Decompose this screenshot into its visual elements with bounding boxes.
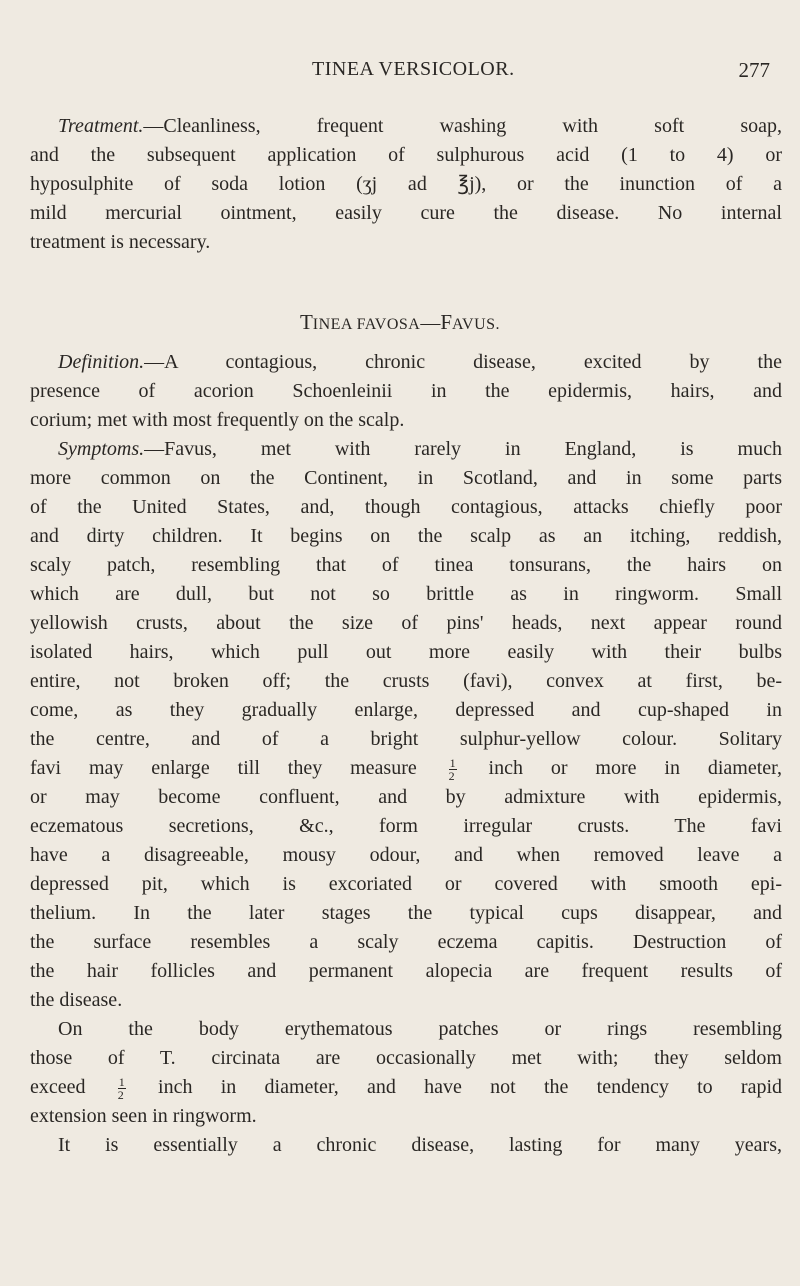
symptoms-text-14: eczematous secretions, &c., form irregular crusts. The favi (30, 815, 782, 837)
definition-label: Definition. (58, 351, 145, 373)
symptoms-text-9: entire, not broken off; the crusts (favi), convex at first, be- (30, 670, 782, 692)
symptoms-text-2: more common on the Continent, in Scotland, and in some parts (30, 467, 782, 489)
symptoms-line-8 (30, 640, 782, 664)
symptoms-line-5 (30, 553, 782, 577)
symptoms-text-8: isolated hairs, which pull out more easily with their bulbs (30, 641, 782, 663)
fraction-numerator: 1 (449, 755, 456, 770)
definition-line-1 (58, 350, 782, 374)
definition-dash: — (144, 351, 165, 373)
definition-line-3 (30, 408, 404, 432)
symptoms-text-6: which are dull, but not so brittle as in ringworm. Small (30, 583, 782, 605)
symptoms-line-11 (30, 727, 782, 751)
symptoms-text-16: depressed pit, which is excoriated or covered with smooth epi- (30, 873, 782, 895)
treatment-text-2: and the subsequent application of sulphurous acid (1 to 4) or (30, 144, 782, 166)
body-line-4 (30, 1104, 257, 1128)
symptoms-line-4 (30, 524, 782, 548)
definition-text-1: A contagious, chronic disease, excited by the (164, 351, 782, 373)
fraction-denominator: 2 (448, 768, 455, 783)
body-text-1: On the body erythematous patches or rings resembling (58, 1018, 782, 1040)
body-line-3 (30, 1075, 782, 1101)
treatment-text-1: Cleanliness, frequent washing with soft soap, (163, 115, 782, 137)
chronic-text-1: It is essentially a chronic disease, lasting for many years, (58, 1134, 782, 1156)
symptoms-line-14 (30, 814, 782, 838)
symptoms-text-7: yellowish crusts, about the size of pins' heads, next appear round (30, 612, 782, 634)
body-line-1 (58, 1017, 782, 1041)
treatment-text-3: hyposulphite of soda lotion (ʒj ad ℥j), or the inunction of a (30, 173, 782, 195)
body-text-4: extension seen in ringworm. (30, 1105, 257, 1127)
fraction-half-2 (118, 1076, 126, 1101)
treatment-line-1 (58, 114, 782, 138)
definition-text-2: presence of acorion Schoenleinii in the epidermis, hairs, and (30, 380, 782, 402)
heading-small-1: INEA FAVOSA (312, 316, 421, 333)
treatment-text-4: mild mercurial ointment, easily cure the disease. No internal (30, 202, 782, 224)
treatment-line-3 (30, 172, 782, 196)
fraction-half (449, 757, 457, 782)
body-text-3b: inch in diameter, and have not the tendency to rapid (158, 1076, 783, 1098)
body-line-2 (30, 1046, 782, 1070)
symptoms-line-12 (30, 756, 782, 782)
chronic-line-1 (58, 1133, 782, 1157)
symptoms-text-15: have a disagreeable, mousy odour, and when removed leave a (30, 844, 782, 866)
symptoms-text-13: or may become confluent, and by admixture with epidermis, (30, 786, 782, 808)
body-text-2: those of T. circinata are occasionally met with; they seldom (30, 1047, 782, 1069)
body-text-3a: exceed (30, 1076, 86, 1098)
symptoms-line-16 (30, 872, 782, 896)
symptoms-line-7 (30, 611, 782, 635)
definition-text-3: corium; met with most frequently on the scalp. (30, 409, 405, 431)
symptoms-line-20 (30, 988, 122, 1012)
heading-initial-2: F (440, 310, 453, 334)
symptoms-line-9 (30, 669, 782, 693)
symptoms-text-11: the centre, and of a bright sulphur-yellow colour. Solitary (30, 728, 782, 750)
symptoms-line-15 (30, 843, 782, 867)
treatment-line-4 (30, 201, 782, 225)
symptoms-text-12a: favi may enlarge till they measure (30, 757, 417, 779)
symptoms-text-20: the disease. (30, 989, 123, 1011)
treatment-dash: — (143, 115, 164, 137)
treatment-label: Treatment. (58, 115, 144, 137)
running-head (0, 58, 800, 84)
heading-initial-1: T (299, 310, 313, 334)
heading-dash: — (420, 312, 441, 334)
heading-small-2: AVUS. (452, 316, 501, 333)
symptoms-text-4: and dirty children. It begins on the scalp as an itching, reddish, (30, 525, 782, 547)
symptoms-line-19 (30, 959, 782, 983)
symptoms-text-5: scaly patch, resembling that of tinea tonsurans, the hairs on (30, 554, 782, 576)
definition-line-2 (30, 379, 782, 403)
symptoms-dash: — (144, 438, 165, 460)
section-heading (0, 310, 800, 337)
symptoms-line-3 (30, 495, 782, 519)
symptoms-line-17 (30, 901, 782, 925)
symptoms-text-17: thelium. In the later stages the typical cups disappear, and (30, 902, 782, 924)
fraction-denominator-2: 2 (117, 1087, 124, 1102)
treatment-text-5: treatment is necessary. (30, 231, 211, 253)
symptoms-line-1 (58, 437, 782, 461)
symptoms-text-19: the hair follicles and permanent alopecia are frequent results of (30, 960, 782, 982)
symptoms-text-10: come, as they gradually enlarge, depressed and cup-shaped in (30, 699, 782, 721)
symptoms-text-12b: inch or more in diameter, (488, 757, 783, 779)
treatment-line-5 (30, 230, 210, 254)
symptoms-text-18: the surface resembles a scaly eczema capitis. Destruction of (30, 931, 782, 953)
symptoms-label: Symptoms. (58, 438, 145, 460)
running-title: TINEA VERSICOLOR. (312, 58, 515, 80)
page-number: 277 (738, 58, 770, 82)
symptoms-line-10 (30, 698, 782, 722)
symptoms-line-6 (30, 582, 782, 606)
symptoms-line-18 (30, 930, 782, 954)
fraction-numerator-2: 1 (118, 1074, 125, 1089)
symptoms-text-3: of the United States, and, though contagious, attacks chiefly poor (30, 496, 782, 518)
symptoms-line-13 (30, 785, 782, 809)
treatment-line-2 (30, 143, 782, 167)
symptoms-text-1: Favus, met with rarely in England, is much (164, 438, 782, 460)
symptoms-line-2 (30, 466, 782, 490)
